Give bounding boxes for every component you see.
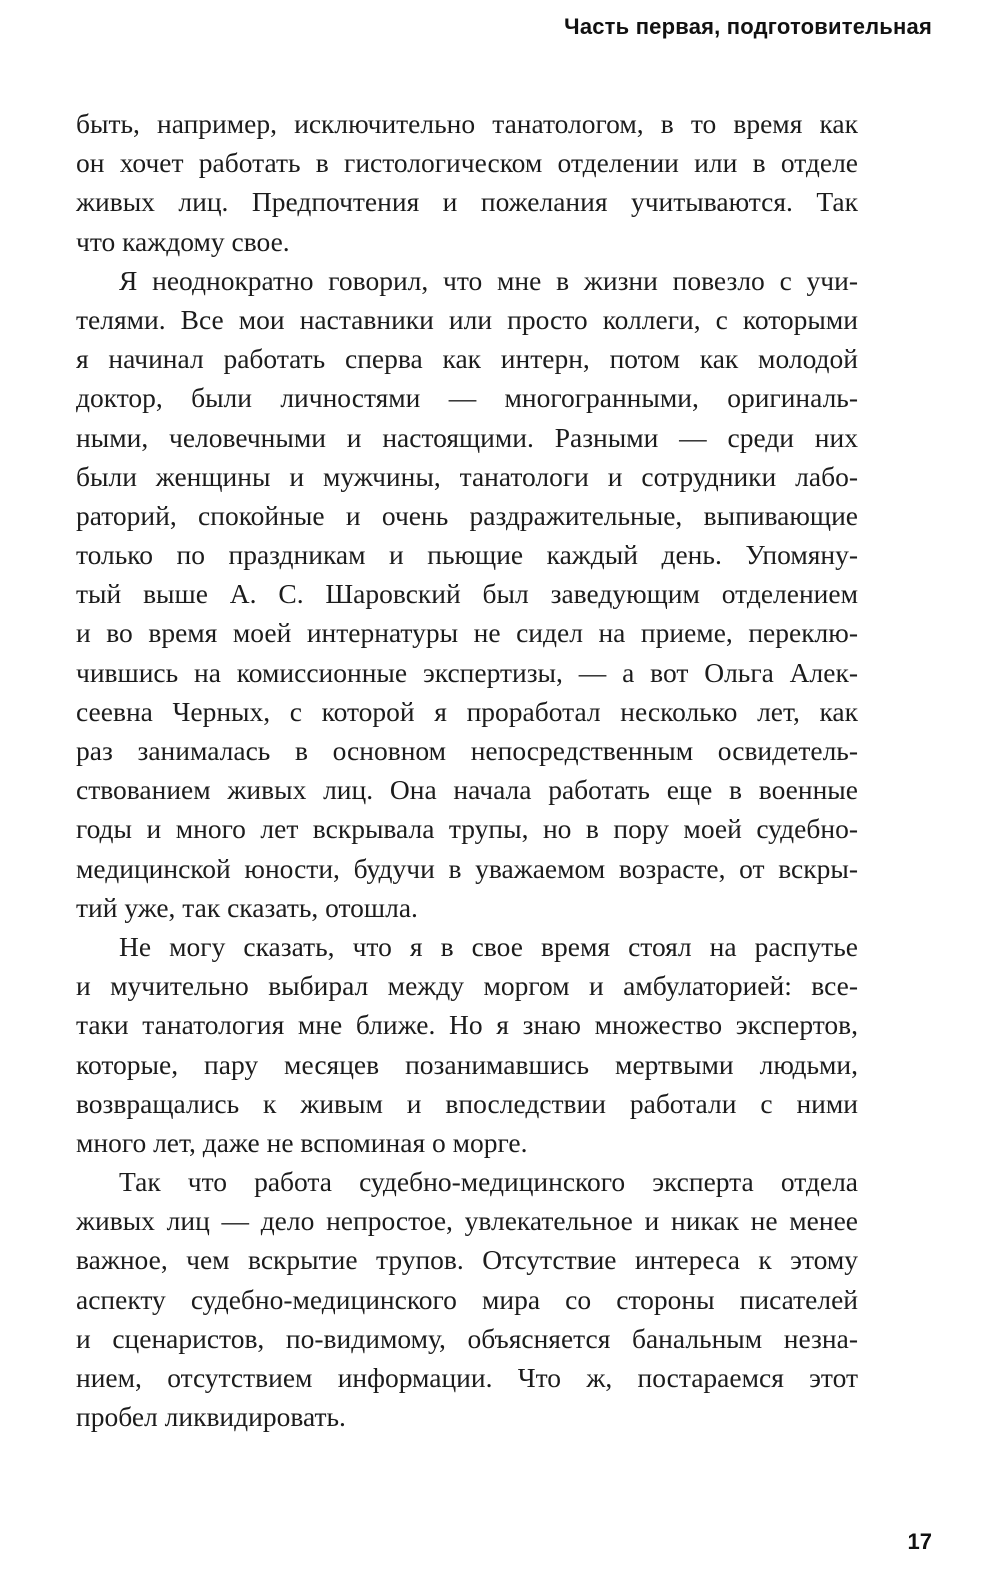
text-line: он хочет работать в гистологическом отделении или в отделе	[76, 147, 858, 179]
text-line: возвращались к живым и впоследствии работали с ними	[76, 1087, 858, 1119]
text-line: и мучительно выбирал между моргом и амбулаторией: все-	[76, 970, 858, 1002]
text-line: тий уже, так сказать, отошла.	[76, 891, 418, 923]
text-line: раз занималась в основном непосредственным освидетель-	[76, 735, 858, 766]
text-line: Я неоднократно говорил, что мне в жизни повезло с учи-	[119, 264, 858, 296]
text-line: важное, чем вскрытие трупов. Отсутствие интереса к этому	[76, 1244, 858, 1276]
text-line: ными, человечными и настоящими. Разными — среди них	[76, 421, 858, 453]
text-line: много лет, даже не вспоминая о морге.	[76, 1126, 528, 1158]
paragraph-3	[76, 927, 858, 1162]
paragraph-1	[76, 104, 858, 261]
paragraph-4	[76, 1162, 858, 1436]
text-line: доктор, были личностями — многогранными, оригиналь-	[76, 382, 858, 414]
text-line: раторий, спокойные и очень раздражительные, выпивающие	[76, 499, 858, 531]
text-line: я начинал работать сперва как интерн, потом как молодой	[76, 343, 858, 375]
text-line: сеевна Черных, с которой я проработал несколько лет, как	[76, 695, 858, 727]
text-line: быть, например, исключительно танатологом, в то время как	[76, 108, 858, 139]
text-line: были женщины и мужчины, танатологи и сотрудники лабо-	[76, 460, 858, 492]
text-line: которые, пару месяцев позанимавшись мертвыми людьми,	[76, 1048, 858, 1080]
text-line: годы и много лет вскрывала трупы, но в пору моей судебно-	[76, 813, 858, 845]
text-line: аспекту судебно-медицинского мира со стороны писателей	[76, 1283, 858, 1315]
text-line: таки танатология мне ближе. Но я знаю множество экспертов,	[76, 1009, 858, 1041]
text-line: ствованием живых лиц. Она начала работать еще в военные	[76, 774, 858, 806]
text-line: тый выше А. С. Шаровский был заведующим отделением	[76, 578, 858, 610]
text-line: пробел ликвидировать.	[76, 1401, 346, 1433]
text-line: только по праздникам и пьющие каждый день. Упомяну-	[76, 539, 858, 571]
text-line: живых лиц — дело непростое, увлекательное и никак не менее	[76, 1205, 858, 1237]
text-line: медицинской юности, будучи в уважаемом возрасте, от вскры-	[76, 852, 858, 884]
running-header-title: Часть первая, подготовительная	[564, 14, 932, 39]
text-line: нием, отсутствием информации. Что ж, постараемся этот	[76, 1362, 858, 1393]
paragraph-2	[76, 261, 858, 927]
text-line: и сценаристов, по-видимому, объясняется банальным незна-	[76, 1322, 858, 1354]
text-line: чившись на комиссионные экспертизы, — а вот Ольга Алек-	[76, 656, 858, 688]
text-line: Так что работа судебно-медицинского эксперта отдела	[119, 1166, 858, 1198]
page-number: 17	[907, 1529, 932, 1554]
text-line: телями. Все мои наставники или просто коллеги, с которыми	[76, 303, 858, 335]
text-line: и во время моей интернатуры не сидел на приеме, переклю-	[76, 617, 858, 649]
text-line: живых лиц. Предпочтения и пожелания учитываются. Так	[76, 186, 858, 218]
text-line: что каждому свое.	[76, 225, 290, 257]
body-text	[76, 104, 858, 1436]
text-line: Не могу сказать, что я в свое время стоял на распутье	[119, 930, 858, 962]
